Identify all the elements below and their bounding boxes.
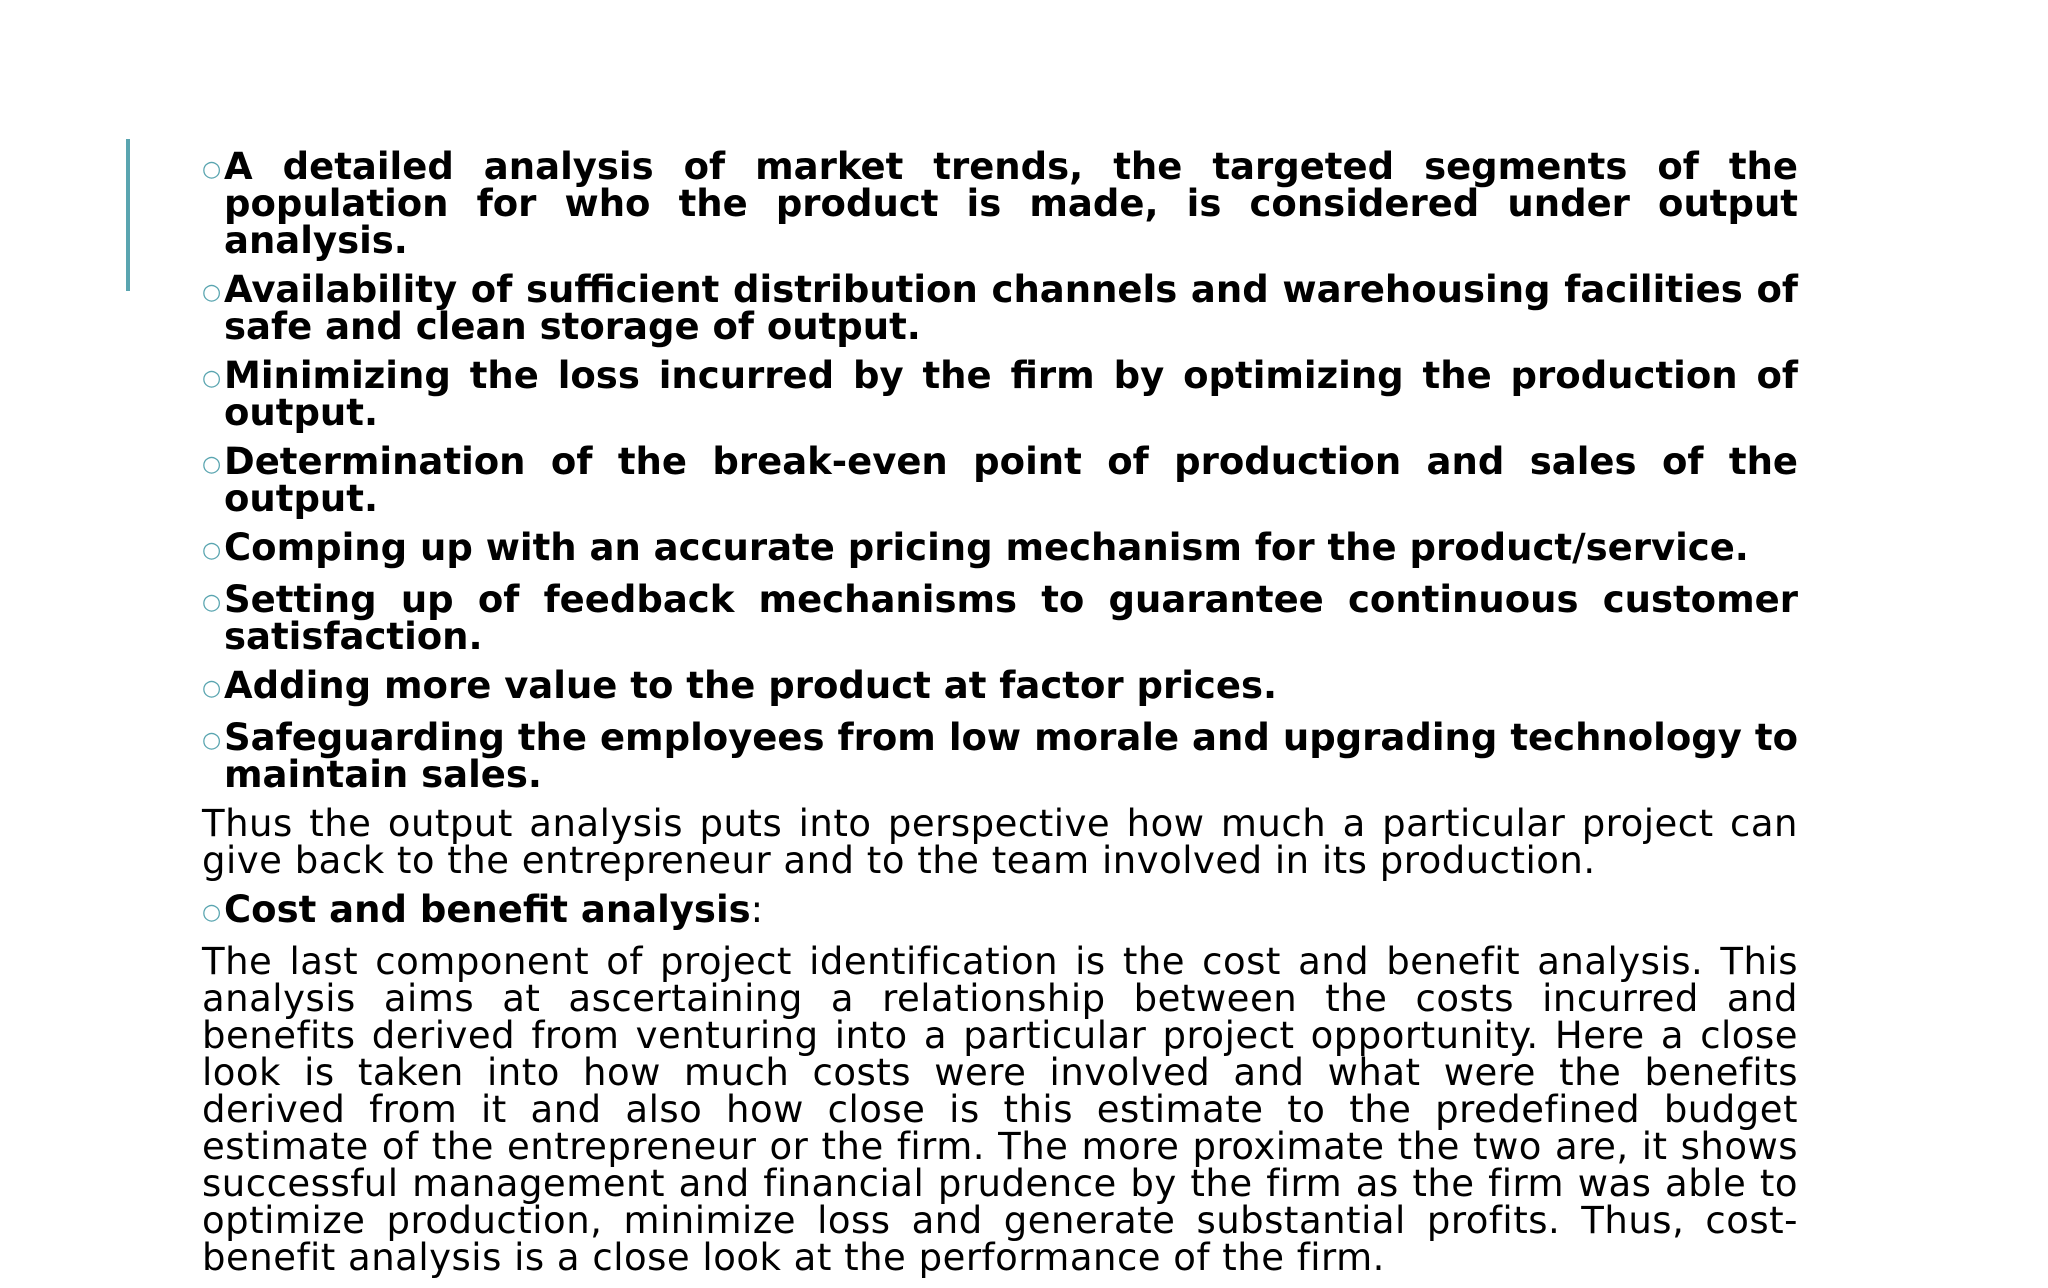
bullet-text: Adding more value to the product at factor prices. [224,664,1278,707]
section-heading-label: Cost and benefit analysis [224,888,751,931]
hollow-circle-bullet-icon: ○ [202,538,222,563]
bullet-text: A detailed analysis of market trends, the targeted segments of the population for who the product is made, is considered under output analysis. [224,145,1798,262]
bullet-item [202,716,1798,796]
hollow-circle-bullet-icon: ○ [202,452,222,477]
hollow-circle-bullet-icon: ○ [202,366,222,391]
bullet-item [202,440,1798,520]
hollow-circle-bullet-icon: ○ [202,157,222,182]
bullet-item [202,664,1798,707]
hollow-circle-bullet-icon: ○ [202,280,222,305]
accent-bar [126,139,130,291]
bullet-text: Availability of sufficient distribution channels and warehousing facilities of safe and clean storage of output. [224,268,1798,348]
bullet-text: Safeguarding the employees from low morale and upgrading technology to maintain sales. [224,716,1798,796]
bullet-item [202,578,1798,658]
bullet-item [202,268,1798,348]
bullet-text: Comping up with an accurate pricing mechanism for the product/service. [224,526,1749,569]
bullet-item [202,354,1798,434]
bullet-text: Determination of the break-even point of production and sales of the output. [224,440,1798,520]
bullet-item [202,526,1798,569]
hollow-circle-bullet-icon: ○ [202,590,222,615]
hollow-circle-bullet-icon: ○ [202,728,222,753]
slide-content [202,145,1798,1288]
bullet-text: Minimizing the loss incurred by the firm by optimizing the production of output. [224,354,1798,434]
section-heading [202,888,1798,931]
summary-paragraph: Thus the output analysis puts into perspective how much a particular project can give back to the entrepreneur and to the team involved in its production. [202,802,1798,882]
section-heading-text [224,888,1798,931]
hollow-circle-bullet-icon: ○ [202,676,222,701]
hollow-circle-bullet-icon: ○ [202,900,222,925]
bullet-text: Setting up of feedback mechanisms to guarantee continuous customer satisfaction. [224,578,1798,658]
body-paragraph: The last component of project identification is the cost and benefit analysis. This analysis aims at ascertaining a relationship between the costs incurred and benefits derived from venturing into a particular project opportunity. Here a close look is taken into how much costs were involved and what were the benefits derived from it and also how close is this estimate to the predefined budget estimate of the entrepreneur or the firm. The more proximate the two are, it shows successful management and financial prudence by the firm as the firm was able to optimize production, minimize loss and generate substantial profits. Thus, cost-benefit analysis is a close look at the performance of the firm. [202,940,1798,1279]
section-heading-colon: : [750,888,764,931]
bullet-item [202,145,1798,262]
